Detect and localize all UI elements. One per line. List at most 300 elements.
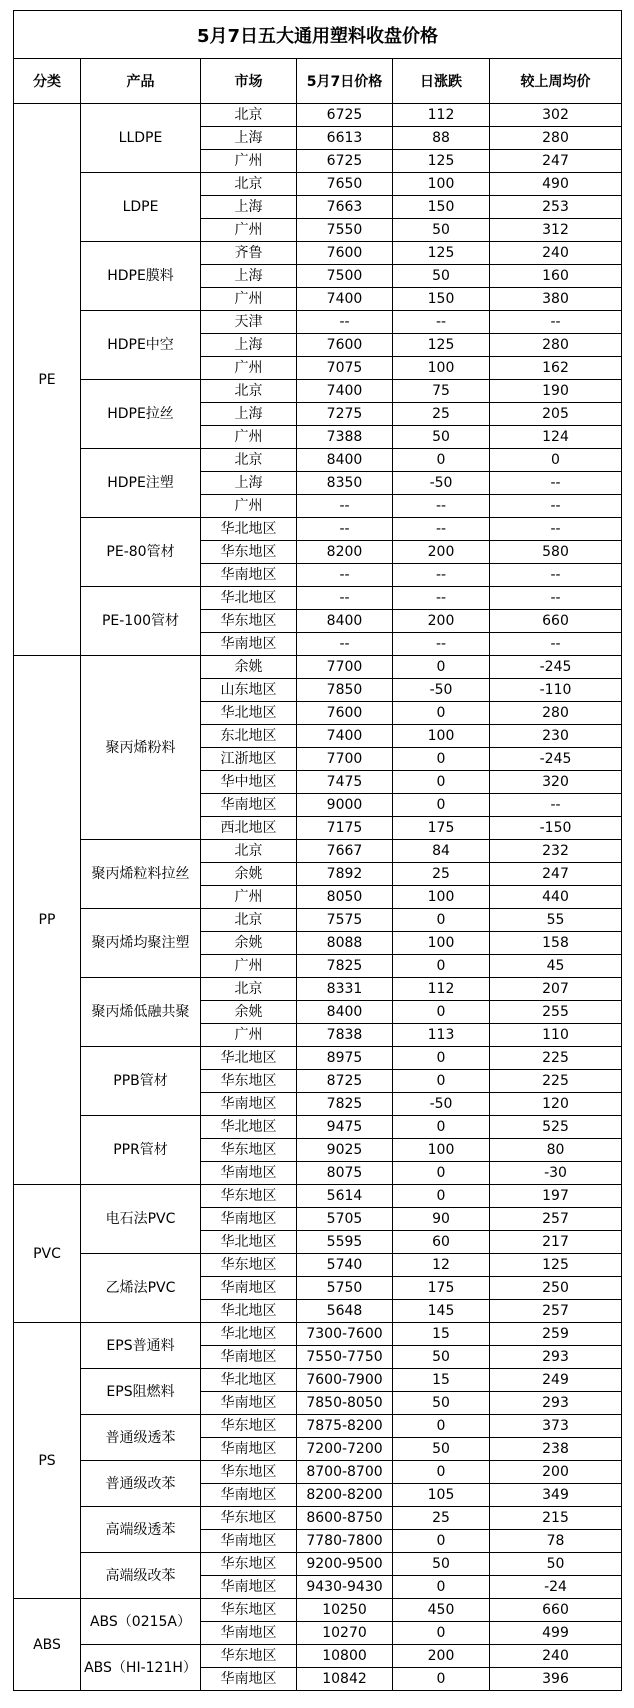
price-cell: 7600 [297, 702, 393, 725]
daily-change-cell: 200 [393, 541, 490, 564]
product-cell: PPB管材 [81, 1047, 201, 1116]
table-row [14, 978, 622, 1001]
weekly-change-cell: 158 [490, 932, 622, 955]
product-cell: LDPE [81, 173, 201, 242]
weekly-change-cell: -- [490, 564, 622, 587]
daily-change-cell: 112 [393, 104, 490, 127]
product-cell: HDPE拉丝 [81, 380, 201, 449]
daily-change-cell: -- [393, 564, 490, 587]
product-cell: HDPE注塑 [81, 449, 201, 518]
weekly-change-cell: 120 [490, 1093, 622, 1116]
price-cell: 8200 [297, 541, 393, 564]
weekly-change-cell: 302 [490, 104, 622, 127]
price-cell: 5750 [297, 1277, 393, 1300]
price-cell: 8400 [297, 449, 393, 472]
weekly-change-cell: 257 [490, 1300, 622, 1323]
weekly-change-cell: -- [490, 495, 622, 518]
market-cell: 华东地区 [201, 1599, 297, 1622]
daily-change-cell: -- [393, 495, 490, 518]
market-cell: 上海 [201, 196, 297, 219]
price-cell: -- [297, 564, 393, 587]
market-cell: 天津 [201, 311, 297, 334]
price-cell: 7825 [297, 1093, 393, 1116]
weekly-change-cell: 253 [490, 196, 622, 219]
weekly-change-cell: 225 [490, 1070, 622, 1093]
product-cell: 电石法PVC [81, 1185, 201, 1254]
daily-change-cell: 0 [393, 1415, 490, 1438]
product-cell: 乙烯法PVC [81, 1254, 201, 1323]
price-cell: 7838 [297, 1024, 393, 1047]
table-row [14, 1415, 622, 1438]
weekly-change-cell: 293 [490, 1392, 622, 1415]
weekly-change-cell: 80 [490, 1139, 622, 1162]
weekly-change-cell: 205 [490, 403, 622, 426]
daily-change-cell: 60 [393, 1231, 490, 1254]
weekly-change-cell: 225 [490, 1047, 622, 1070]
table-title: 5月7日五大通用塑料收盘价格 [14, 11, 622, 59]
weekly-change-cell: 255 [490, 1001, 622, 1024]
market-cell: 广州 [201, 886, 297, 909]
price-cell: 7650 [297, 173, 393, 196]
market-cell: 东北地区 [201, 725, 297, 748]
weekly-change-cell: 240 [490, 242, 622, 265]
weekly-change-cell: -30 [490, 1162, 622, 1185]
weekly-change-cell: 660 [490, 1599, 622, 1622]
daily-change-cell: 50 [393, 1553, 490, 1576]
market-cell: 余姚 [201, 1001, 297, 1024]
product-cell: EPS普通料 [81, 1323, 201, 1369]
product-cell: 高端级改苯 [81, 1553, 201, 1599]
daily-change-cell: 0 [393, 909, 490, 932]
daily-change-cell: 0 [393, 1576, 490, 1599]
category-cell: PE [14, 104, 81, 656]
header-category: 分类 [14, 59, 81, 104]
price-cell: 7388 [297, 426, 393, 449]
market-cell: 山东地区 [201, 679, 297, 702]
price-cell: 6725 [297, 104, 393, 127]
weekly-change-cell: 280 [490, 702, 622, 725]
table-row [14, 1185, 622, 1208]
price-cell: 5648 [297, 1300, 393, 1323]
market-cell: 上海 [201, 472, 297, 495]
market-cell: 华北地区 [201, 1231, 297, 1254]
product-cell: PPR管材 [81, 1116, 201, 1185]
daily-change-cell: 0 [393, 702, 490, 725]
price-cell: 8725 [297, 1070, 393, 1093]
daily-change-cell: 50 [393, 426, 490, 449]
product-cell: HDPE中空 [81, 311, 201, 380]
price-cell: 8075 [297, 1162, 393, 1185]
table-row [14, 1553, 622, 1576]
weekly-change-cell: 217 [490, 1231, 622, 1254]
weekly-change-cell: 200 [490, 1461, 622, 1484]
price-cell: 8050 [297, 886, 393, 909]
price-cell: 7892 [297, 863, 393, 886]
weekly-change-cell: 380 [490, 288, 622, 311]
product-cell: 普通级透苯 [81, 1415, 201, 1461]
daily-change-cell: 112 [393, 978, 490, 1001]
product-cell: 聚丙烯均聚注塑 [81, 909, 201, 978]
header-vs-last-week-avg: 较上周均价 [490, 59, 622, 104]
price-cell: 8350 [297, 472, 393, 495]
weekly-change-cell: 280 [490, 127, 622, 150]
table-row [14, 1507, 622, 1530]
table-row [14, 1645, 622, 1668]
market-cell: 华东地区 [201, 541, 297, 564]
market-cell: 华南地区 [201, 1438, 297, 1461]
price-cell: 7200-7200 [297, 1438, 393, 1461]
weekly-change-cell: 124 [490, 426, 622, 449]
weekly-change-cell: -150 [490, 817, 622, 840]
market-cell: 华东地区 [201, 1254, 297, 1277]
price-cell: 10800 [297, 1645, 393, 1668]
market-cell: 西北地区 [201, 817, 297, 840]
market-cell: 华南地区 [201, 794, 297, 817]
table-row [14, 1047, 622, 1070]
market-cell: 北京 [201, 978, 297, 1001]
weekly-change-cell: 207 [490, 978, 622, 1001]
price-cell: 9000 [297, 794, 393, 817]
weekly-change-cell: -24 [490, 1576, 622, 1599]
price-cell: -- [297, 518, 393, 541]
price-cell: 8200-8200 [297, 1484, 393, 1507]
price-cell: 6725 [297, 150, 393, 173]
market-cell: 华南地区 [201, 564, 297, 587]
price-cell: 7300-7600 [297, 1323, 393, 1346]
daily-change-cell: 0 [393, 1530, 490, 1553]
market-cell: 广州 [201, 1024, 297, 1047]
product-cell: ABS（0215A） [81, 1599, 201, 1645]
price-cell: 5595 [297, 1231, 393, 1254]
weekly-change-cell: 232 [490, 840, 622, 863]
weekly-change-cell: 660 [490, 610, 622, 633]
market-cell: 广州 [201, 495, 297, 518]
market-cell: 华南地区 [201, 1484, 297, 1507]
price-cell: 7275 [297, 403, 393, 426]
daily-change-cell: 12 [393, 1254, 490, 1277]
price-cell: 7875-8200 [297, 1415, 393, 1438]
market-cell: 华东地区 [201, 610, 297, 633]
daily-change-cell: 75 [393, 380, 490, 403]
daily-change-cell: 0 [393, 794, 490, 817]
product-cell: HDPE膜料 [81, 242, 201, 311]
price-cell: 7400 [297, 725, 393, 748]
weekly-change-cell: -- [490, 518, 622, 541]
daily-change-cell: -50 [393, 1093, 490, 1116]
table-row [14, 173, 622, 196]
price-cell: 10842 [297, 1668, 393, 1691]
header-row [14, 59, 622, 104]
weekly-change-cell: -- [490, 633, 622, 656]
table-row [14, 656, 622, 679]
market-cell: 广州 [201, 288, 297, 311]
market-cell: 齐鲁 [201, 242, 297, 265]
daily-change-cell: 150 [393, 196, 490, 219]
daily-change-cell: 0 [393, 1070, 490, 1093]
market-cell: 华南地区 [201, 1392, 297, 1415]
market-cell: 华北地区 [201, 1300, 297, 1323]
price-cell: -- [297, 495, 393, 518]
market-cell: 余姚 [201, 932, 297, 955]
price-cell: -- [297, 587, 393, 610]
weekly-change-cell: 238 [490, 1438, 622, 1461]
daily-change-cell: 125 [393, 334, 490, 357]
weekly-change-cell: 349 [490, 1484, 622, 1507]
weekly-change-cell: 373 [490, 1415, 622, 1438]
table-row [14, 587, 622, 610]
market-cell: 华南地区 [201, 1576, 297, 1599]
daily-change-cell: 25 [393, 403, 490, 426]
price-cell: 8088 [297, 932, 393, 955]
market-cell: 华北地区 [201, 518, 297, 541]
daily-change-cell: 0 [393, 1461, 490, 1484]
daily-change-cell: -- [393, 518, 490, 541]
daily-change-cell: -- [393, 633, 490, 656]
table-row [14, 104, 622, 127]
weekly-change-cell: 45 [490, 955, 622, 978]
price-cell: 8700-8700 [297, 1461, 393, 1484]
market-cell: 余姚 [201, 656, 297, 679]
market-cell: 华东地区 [201, 1553, 297, 1576]
daily-change-cell: 450 [393, 1599, 490, 1622]
weekly-change-cell: 249 [490, 1369, 622, 1392]
price-cell: 7075 [297, 357, 393, 380]
price-cell: 9475 [297, 1116, 393, 1139]
product-cell: 聚丙烯低融共聚 [81, 978, 201, 1047]
daily-change-cell: 88 [393, 127, 490, 150]
table-row [14, 1599, 622, 1622]
price-cell: 6613 [297, 127, 393, 150]
market-cell: 华南地区 [201, 1622, 297, 1645]
market-cell: 北京 [201, 840, 297, 863]
daily-change-cell: -50 [393, 472, 490, 495]
market-cell: 华北地区 [201, 1047, 297, 1070]
price-cell: 7475 [297, 771, 393, 794]
table-row [14, 311, 622, 334]
market-cell: 华北地区 [201, 587, 297, 610]
daily-change-cell: 50 [393, 1392, 490, 1415]
price-cell: 9025 [297, 1139, 393, 1162]
daily-change-cell: 100 [393, 173, 490, 196]
market-cell: 华南地区 [201, 1277, 297, 1300]
price-cell: 7667 [297, 840, 393, 863]
market-cell: 华北地区 [201, 702, 297, 725]
price-cell: 8600-8750 [297, 1507, 393, 1530]
price-cell: 7850 [297, 679, 393, 702]
market-cell: 华北地区 [201, 1369, 297, 1392]
weekly-change-cell: 110 [490, 1024, 622, 1047]
daily-change-cell: 0 [393, 1001, 490, 1024]
daily-change-cell: 200 [393, 610, 490, 633]
header-price: 5月7日价格 [297, 59, 393, 104]
price-cell: 5740 [297, 1254, 393, 1277]
market-cell: 华中地区 [201, 771, 297, 794]
price-cell: 7600-7900 [297, 1369, 393, 1392]
weekly-change-cell: -245 [490, 656, 622, 679]
weekly-change-cell: 50 [490, 1553, 622, 1576]
daily-change-cell: 25 [393, 863, 490, 886]
price-cell: 7175 [297, 817, 393, 840]
weekly-change-cell: 396 [490, 1668, 622, 1691]
market-cell: 余姚 [201, 863, 297, 886]
product-cell: PE-80管材 [81, 518, 201, 587]
market-cell: 华东地区 [201, 1461, 297, 1484]
price-cell: 8331 [297, 978, 393, 1001]
price-cell: 7550 [297, 219, 393, 242]
market-cell: 华东地区 [201, 1645, 297, 1668]
market-cell: 江浙地区 [201, 748, 297, 771]
weekly-change-cell: -- [490, 472, 622, 495]
weekly-change-cell: 440 [490, 886, 622, 909]
weekly-change-cell: -- [490, 587, 622, 610]
daily-change-cell: 105 [393, 1484, 490, 1507]
daily-change-cell: 0 [393, 449, 490, 472]
daily-change-cell: 100 [393, 932, 490, 955]
daily-change-cell: 25 [393, 1507, 490, 1530]
daily-change-cell: 0 [393, 1116, 490, 1139]
daily-change-cell: 200 [393, 1645, 490, 1668]
market-cell: 华南地区 [201, 633, 297, 656]
price-cell: 5614 [297, 1185, 393, 1208]
daily-change-cell: 0 [393, 656, 490, 679]
price-cell: 8975 [297, 1047, 393, 1070]
daily-change-cell: 50 [393, 265, 490, 288]
daily-change-cell: 0 [393, 771, 490, 794]
weekly-change-cell: 525 [490, 1116, 622, 1139]
weekly-change-cell: 0 [490, 449, 622, 472]
table-row [14, 449, 622, 472]
product-cell: 普通级改苯 [81, 1461, 201, 1507]
price-cell: 9200-9500 [297, 1553, 393, 1576]
header-daily-change: 日涨跌 [393, 59, 490, 104]
price-cell: 7600 [297, 242, 393, 265]
product-cell: 高端级透苯 [81, 1507, 201, 1553]
price-cell: 7700 [297, 748, 393, 771]
daily-change-cell: 100 [393, 1139, 490, 1162]
table-row [14, 1323, 622, 1346]
price-cell: 7400 [297, 380, 393, 403]
market-cell: 华北地区 [201, 1323, 297, 1346]
daily-change-cell: 84 [393, 840, 490, 863]
market-cell: 华东地区 [201, 1139, 297, 1162]
table-row [14, 380, 622, 403]
weekly-change-cell: 247 [490, 150, 622, 173]
weekly-change-cell: 293 [490, 1346, 622, 1369]
daily-change-cell: 100 [393, 725, 490, 748]
price-cell: 7825 [297, 955, 393, 978]
weekly-change-cell: 160 [490, 265, 622, 288]
weekly-change-cell: 240 [490, 1645, 622, 1668]
weekly-change-cell: 320 [490, 771, 622, 794]
weekly-change-cell: 55 [490, 909, 622, 932]
daily-change-cell: 90 [393, 1208, 490, 1231]
table-row [14, 518, 622, 541]
price-cell: -- [297, 633, 393, 656]
price-cell: 7780-7800 [297, 1530, 393, 1553]
market-cell: 北京 [201, 173, 297, 196]
market-cell: 广州 [201, 150, 297, 173]
weekly-change-cell: 190 [490, 380, 622, 403]
table-body [14, 104, 622, 1691]
daily-change-cell: 0 [393, 1185, 490, 1208]
weekly-change-cell: -245 [490, 748, 622, 771]
daily-change-cell: 0 [393, 748, 490, 771]
market-cell: 上海 [201, 403, 297, 426]
table-row [14, 1254, 622, 1277]
weekly-change-cell: 490 [490, 173, 622, 196]
price-cell: 7500 [297, 265, 393, 288]
market-cell: 广州 [201, 955, 297, 978]
product-cell: PE-100管材 [81, 587, 201, 656]
market-cell: 上海 [201, 265, 297, 288]
daily-change-cell: 145 [393, 1300, 490, 1323]
daily-change-cell: 50 [393, 219, 490, 242]
weekly-change-cell: -- [490, 794, 622, 817]
price-cell: 8400 [297, 1001, 393, 1024]
table-row [14, 1369, 622, 1392]
daily-change-cell: 125 [393, 242, 490, 265]
weekly-change-cell: -- [490, 311, 622, 334]
price-cell: 10250 [297, 1599, 393, 1622]
daily-change-cell: 0 [393, 1047, 490, 1070]
price-cell: 8400 [297, 610, 393, 633]
daily-change-cell: 50 [393, 1438, 490, 1461]
weekly-change-cell: 247 [490, 863, 622, 886]
weekly-change-cell: 215 [490, 1507, 622, 1530]
daily-change-cell: 175 [393, 817, 490, 840]
category-cell: PVC [14, 1185, 81, 1323]
category-cell: ABS [14, 1599, 81, 1691]
daily-change-cell: 100 [393, 886, 490, 909]
daily-change-cell: 150 [393, 288, 490, 311]
product-cell: 聚丙烯粉料 [81, 656, 201, 840]
weekly-change-cell: -110 [490, 679, 622, 702]
price-cell: 7700 [297, 656, 393, 679]
weekly-change-cell: 257 [490, 1208, 622, 1231]
market-cell: 广州 [201, 426, 297, 449]
weekly-change-cell: 197 [490, 1185, 622, 1208]
table-row [14, 909, 622, 932]
price-cell: 9430-9430 [297, 1576, 393, 1599]
market-cell: 华南地区 [201, 1346, 297, 1369]
daily-change-cell: 50 [393, 1346, 490, 1369]
daily-change-cell: -- [393, 311, 490, 334]
market-cell: 华东地区 [201, 1507, 297, 1530]
market-cell: 华东地区 [201, 1415, 297, 1438]
price-cell: 5705 [297, 1208, 393, 1231]
price-cell: 7550-7750 [297, 1346, 393, 1369]
category-cell: PP [14, 656, 81, 1185]
price-cell: 10270 [297, 1622, 393, 1645]
table-row [14, 1116, 622, 1139]
weekly-change-cell: 125 [490, 1254, 622, 1277]
header-product: 产品 [81, 59, 201, 104]
price-cell: -- [297, 311, 393, 334]
market-cell: 华南地区 [201, 1208, 297, 1231]
daily-change-cell: 15 [393, 1323, 490, 1346]
market-cell: 华北地区 [201, 1116, 297, 1139]
market-cell: 华南地区 [201, 1162, 297, 1185]
market-cell: 华南地区 [201, 1668, 297, 1691]
weekly-change-cell: 250 [490, 1277, 622, 1300]
market-cell: 北京 [201, 104, 297, 127]
weekly-change-cell: 312 [490, 219, 622, 242]
table-row [14, 242, 622, 265]
table-row [14, 1461, 622, 1484]
price-cell: 7575 [297, 909, 393, 932]
weekly-change-cell: 162 [490, 357, 622, 380]
market-cell: 华南地区 [201, 1530, 297, 1553]
